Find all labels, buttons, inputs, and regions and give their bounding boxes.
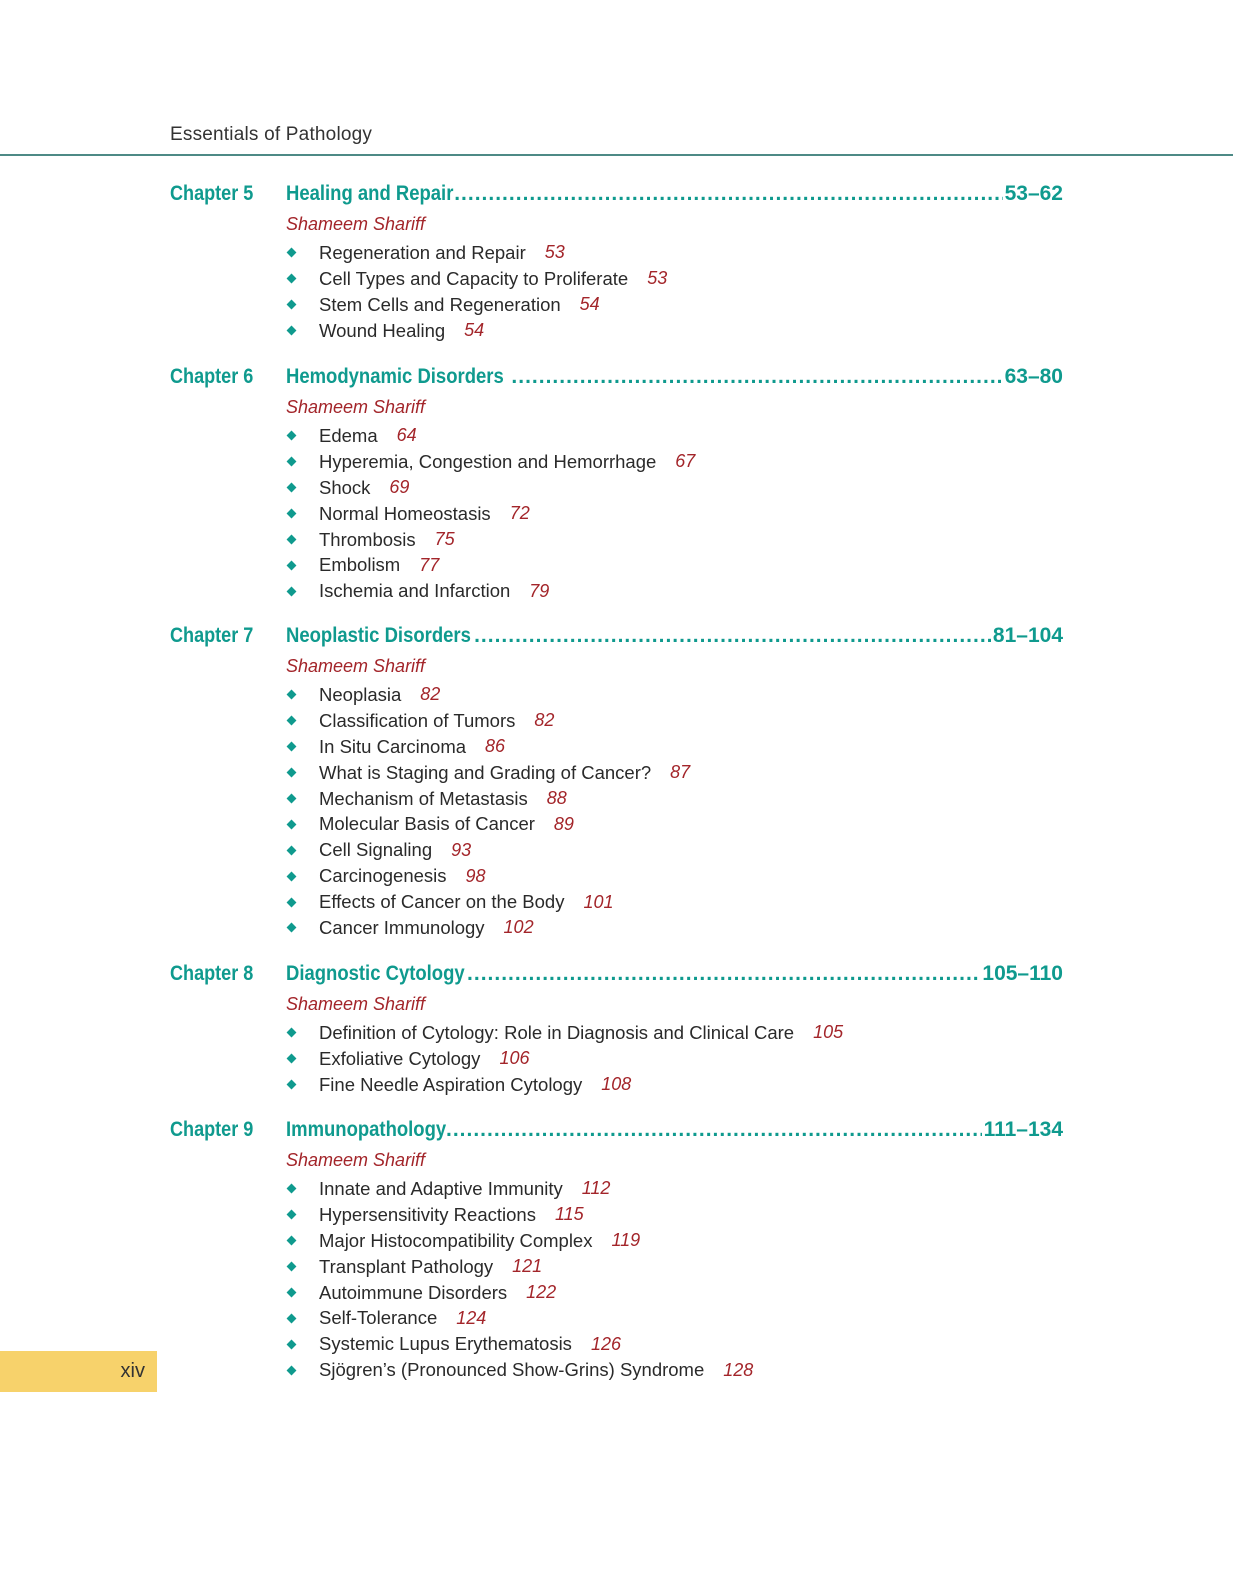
topic-title[interactable]: Normal Homeostasis xyxy=(319,502,491,524)
diamond-bullet-icon xyxy=(287,1236,297,1246)
topic-page-number: 88 xyxy=(546,788,567,808)
topic-title[interactable]: In Situ Carcinoma xyxy=(319,735,467,757)
topic-list xyxy=(286,682,690,941)
topic-item[interactable] xyxy=(286,240,667,266)
topic-title[interactable]: Exfoliative Cytology xyxy=(319,1047,481,1069)
diamond-bullet-icon xyxy=(287,1028,297,1038)
topic-item[interactable] xyxy=(286,449,695,475)
topic-list xyxy=(286,423,695,604)
chapter-author: Shameem Shariff xyxy=(286,1150,426,1170)
diamond-bullet-icon xyxy=(287,457,297,467)
diamond-bullet-icon xyxy=(287,586,297,596)
topic-page-number: 101 xyxy=(583,891,614,912)
topic-item[interactable] xyxy=(286,475,695,501)
topic-item[interactable] xyxy=(286,527,695,553)
chapter-page-range: 63–80 xyxy=(1004,365,1063,388)
topic-item[interactable] xyxy=(286,1046,843,1072)
topic-page-number: 75 xyxy=(434,529,455,549)
topic-item[interactable] xyxy=(286,786,690,812)
topic-title[interactable]: Sjögren’s (Pronounced Show-Grins) Syndrome xyxy=(319,1359,705,1381)
diamond-bullet-icon xyxy=(287,871,297,881)
topic-title[interactable]: Fine Needle Aspiration Cytology xyxy=(319,1073,583,1095)
diamond-bullet-icon xyxy=(287,1288,297,1298)
topic-title[interactable]: Cell Types and Capacity to Proliferate xyxy=(319,267,629,289)
topic-title[interactable]: Molecular Basis of Cancer xyxy=(319,813,535,835)
topic-page-number: 72 xyxy=(509,503,530,524)
topic-title[interactable]: Ischemia and Infarction xyxy=(319,580,511,602)
diamond-bullet-icon xyxy=(287,1054,297,1064)
running-head: Essentials of Pathology xyxy=(170,124,373,145)
topic-page-number: 126 xyxy=(590,1333,621,1354)
topic-item[interactable] xyxy=(286,501,695,527)
diamond-bullet-icon xyxy=(287,560,297,570)
chapter-title[interactable]: Hemodynamic Disorders xyxy=(286,365,504,388)
diamond-bullet-icon xyxy=(287,1262,297,1272)
topic-title[interactable]: Neoplasia xyxy=(319,683,402,705)
folio-tab xyxy=(0,1351,157,1392)
topic-title[interactable]: Embolism xyxy=(319,554,401,576)
topic-item[interactable] xyxy=(286,863,690,889)
topic-item[interactable] xyxy=(286,292,667,318)
topic-title[interactable]: Wound Healing xyxy=(319,319,446,341)
diamond-bullet-icon xyxy=(287,897,297,907)
chapter-page-range: 111–134 xyxy=(983,1118,1063,1141)
topic-title[interactable]: Stem Cells and Regeneration xyxy=(319,293,561,315)
topic-title[interactable]: Transplant Pathology xyxy=(319,1255,494,1277)
topic-page-number: 98 xyxy=(465,865,486,886)
topic-page-number: 106 xyxy=(499,1048,530,1069)
diamond-bullet-icon xyxy=(287,274,297,284)
topic-page-number: 77 xyxy=(419,554,440,575)
chapter-author: Shameem Shariff xyxy=(286,397,426,417)
topic-page-number: 54 xyxy=(464,320,485,341)
topic-page-number: 124 xyxy=(456,1307,487,1328)
header-rule xyxy=(0,154,1233,156)
topic-item[interactable] xyxy=(286,811,690,837)
topic-page-number: 89 xyxy=(553,813,574,834)
topic-page-number: 64 xyxy=(396,425,417,446)
topic-item[interactable] xyxy=(286,837,690,863)
chapter-label: Chapter 9 xyxy=(170,1118,254,1141)
topic-page-number: 53 xyxy=(647,268,668,289)
chapter-author: Shameem Shariff xyxy=(286,994,426,1014)
topic-item[interactable] xyxy=(286,1357,753,1383)
chapter-title-line[interactable] xyxy=(286,962,1063,992)
topic-title[interactable]: Autoimmune Disorders xyxy=(319,1281,508,1303)
dot-leader xyxy=(454,182,1002,206)
topic-item[interactable] xyxy=(286,1176,753,1202)
topic-item[interactable] xyxy=(286,423,695,449)
topic-title[interactable]: Cancer Immunology xyxy=(319,916,485,938)
chapter-title[interactable]: Neoplastic Disorders xyxy=(286,624,471,647)
topic-title[interactable]: Major Histocompatibility Complex xyxy=(319,1229,593,1251)
topic-page-number: 53 xyxy=(544,242,565,263)
chapter-page-range: 105–110 xyxy=(982,962,1063,985)
diamond-bullet-icon xyxy=(287,1080,297,1090)
chapter-title-line[interactable] xyxy=(286,182,1063,212)
topic-page-number: 69 xyxy=(389,477,410,498)
diamond-bullet-icon xyxy=(287,1184,297,1194)
topic-page-number: 108 xyxy=(601,1074,632,1095)
page-number: xiv xyxy=(120,1360,145,1382)
topic-title[interactable]: Mechanism of Metastasis xyxy=(319,787,528,809)
topic-title[interactable]: Innate and Adaptive Immunity xyxy=(319,1177,563,1199)
dot-leader xyxy=(467,962,980,986)
diamond-bullet-icon xyxy=(287,742,297,752)
topic-title[interactable]: Carcinogenesis xyxy=(319,865,447,887)
topic-page-number: 79 xyxy=(529,580,550,601)
chapter-page-range: 53–62 xyxy=(1004,182,1063,205)
diamond-bullet-icon xyxy=(287,1339,297,1349)
topic-item[interactable] xyxy=(286,578,695,604)
topic-page-number: 87 xyxy=(670,762,691,783)
topic-page-number: 115 xyxy=(554,1204,584,1225)
topic-item[interactable] xyxy=(286,552,695,578)
chapter-label: Chapter 5 xyxy=(170,182,254,205)
chapter-title-line[interactable] xyxy=(286,1118,1063,1148)
chapter-title-line[interactable] xyxy=(286,624,1063,654)
diamond-bullet-icon xyxy=(287,300,297,310)
topic-title[interactable]: Systemic Lupus Erythematosis xyxy=(319,1333,572,1355)
diamond-bullet-icon xyxy=(287,248,297,258)
topic-title[interactable]: Self-Tolerance xyxy=(319,1307,438,1329)
chapter-title[interactable]: Diagnostic Cytology xyxy=(286,962,465,985)
chapter-author: Shameem Shariff xyxy=(286,656,426,676)
topic-title[interactable]: Effects of Cancer on the Body xyxy=(319,891,565,913)
chapter-label: Chapter 8 xyxy=(170,962,254,985)
topic-title[interactable]: Classification of Tumors xyxy=(319,709,516,731)
diamond-bullet-icon xyxy=(287,923,297,933)
topic-page-number: 86 xyxy=(485,736,506,757)
diamond-bullet-icon xyxy=(287,768,297,778)
topic-item[interactable] xyxy=(286,1254,753,1280)
topic-list xyxy=(286,1020,843,1098)
topic-title[interactable]: Hyperemia, Congestion and Hemorrhage xyxy=(319,450,657,472)
topic-item[interactable] xyxy=(286,318,667,344)
diamond-bullet-icon xyxy=(287,819,297,829)
chapter-page-range: 81–104 xyxy=(992,624,1063,647)
topic-page-number: 54 xyxy=(579,294,600,315)
topic-list xyxy=(286,1176,753,1383)
diamond-bullet-icon xyxy=(287,431,297,441)
chapter-title[interactable]: Healing and Repair xyxy=(286,182,454,205)
topic-item[interactable] xyxy=(286,889,690,915)
diamond-bullet-icon xyxy=(287,535,297,545)
diamond-bullet-icon xyxy=(287,716,297,726)
topic-page-number: 112 xyxy=(581,1178,611,1199)
topic-page-number: 82 xyxy=(420,684,441,705)
topic-list xyxy=(286,240,667,344)
topic-title[interactable]: Shock xyxy=(319,476,371,498)
topic-item[interactable] xyxy=(286,266,667,292)
dot-leader xyxy=(446,1118,982,1142)
topic-item[interactable] xyxy=(286,760,690,786)
topic-title[interactable]: Thrombosis xyxy=(319,528,416,550)
topic-page-number: 105 xyxy=(813,1022,844,1043)
topic-title[interactable]: Edema xyxy=(319,424,378,446)
topic-title[interactable]: Hypersensitivity Reactions xyxy=(319,1203,536,1225)
topic-item[interactable] xyxy=(286,1072,843,1098)
dot-leader xyxy=(511,365,1002,389)
topic-page-number: 93 xyxy=(451,839,472,860)
topic-title[interactable]: Cell Signaling xyxy=(319,839,433,861)
topic-item[interactable] xyxy=(286,682,690,708)
diamond-bullet-icon xyxy=(287,326,297,336)
dot-leader xyxy=(474,624,991,648)
diamond-bullet-icon xyxy=(287,509,297,519)
topic-item[interactable] xyxy=(286,1331,753,1357)
topic-page-number: 119 xyxy=(611,1230,641,1251)
topic-item[interactable] xyxy=(286,1305,753,1331)
topic-page-number: 67 xyxy=(675,451,696,472)
topic-page-number: 102 xyxy=(503,917,534,938)
topic-item[interactable] xyxy=(286,1228,753,1254)
topic-page-number: 82 xyxy=(534,710,555,731)
diamond-bullet-icon xyxy=(287,1365,297,1375)
chapter-label: Chapter 7 xyxy=(170,624,254,647)
diamond-bullet-icon xyxy=(287,845,297,855)
diamond-bullet-icon xyxy=(287,1313,297,1323)
chapter-title-line[interactable] xyxy=(286,365,1063,395)
topic-page-number: 122 xyxy=(526,1282,557,1302)
topic-item[interactable] xyxy=(286,734,690,760)
chapter-title[interactable]: Immunopathology xyxy=(286,1118,447,1141)
topic-item[interactable] xyxy=(286,1020,843,1046)
diamond-bullet-icon xyxy=(287,1210,297,1220)
diamond-bullet-icon xyxy=(287,794,297,804)
chapter-label: Chapter 6 xyxy=(170,365,254,388)
topic-item[interactable] xyxy=(286,1280,753,1306)
topic-page-number: 128 xyxy=(723,1359,754,1380)
topic-item[interactable] xyxy=(286,915,690,941)
topic-page-number: 121 xyxy=(512,1256,543,1277)
topic-item[interactable] xyxy=(286,1202,753,1228)
topic-item[interactable] xyxy=(286,708,690,734)
diamond-bullet-icon xyxy=(287,690,297,700)
diamond-bullet-icon xyxy=(287,483,297,493)
topic-title[interactable]: Definition of Cytology: Role in Diagnosis and Clinical Care xyxy=(319,1021,795,1043)
chapter-author: Shameem Shariff xyxy=(286,214,426,234)
topic-title[interactable]: Regeneration and Repair xyxy=(319,241,526,263)
topic-title[interactable]: What is Staging and Grading of Cancer? xyxy=(319,761,652,783)
